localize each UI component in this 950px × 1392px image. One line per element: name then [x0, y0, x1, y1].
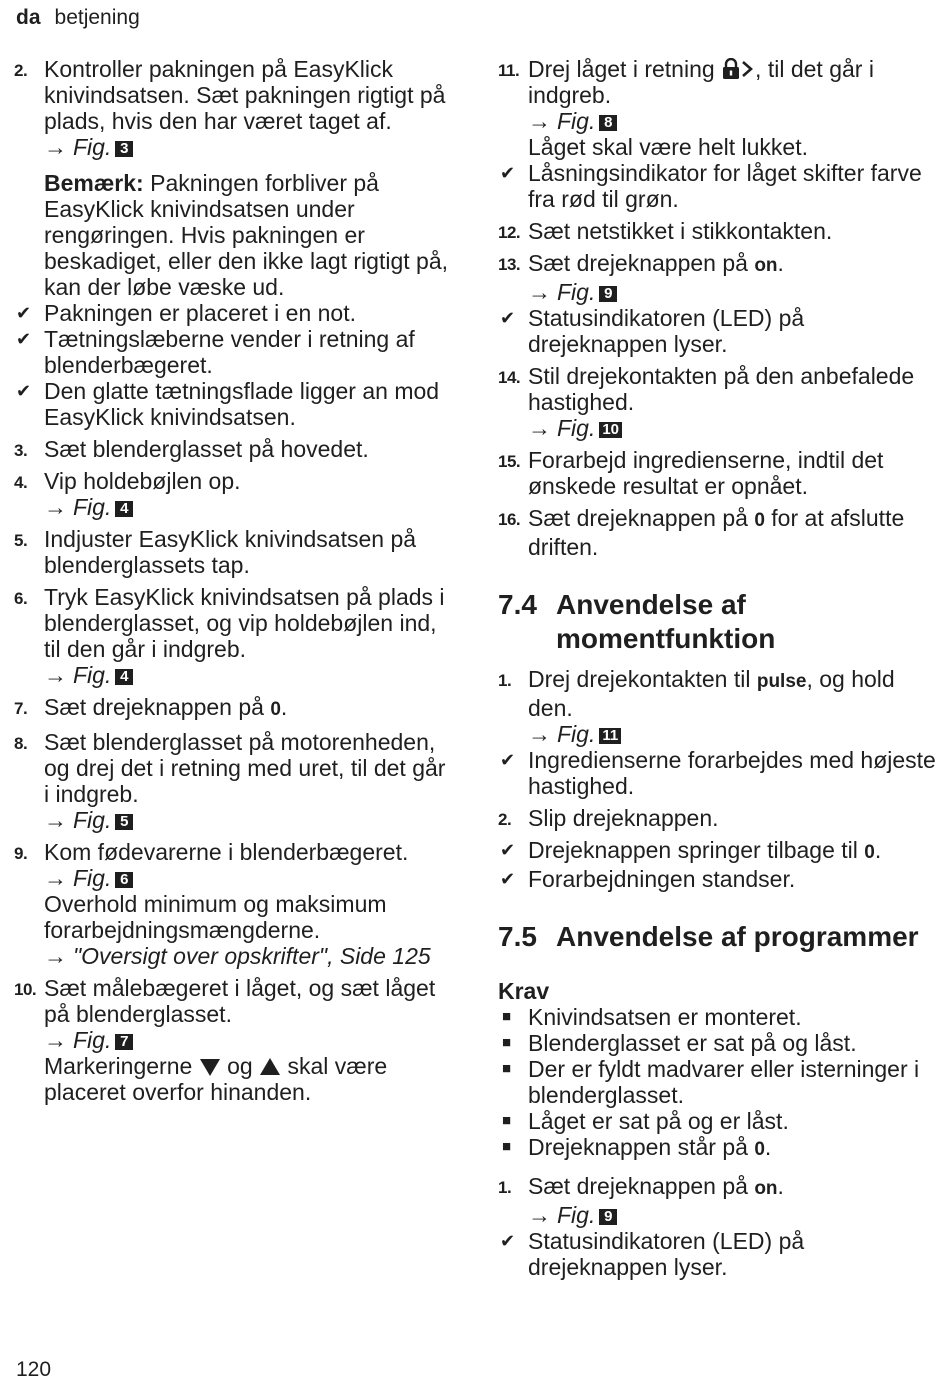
knob-setting: 0	[754, 510, 765, 531]
step-text: Stil drejekontakten på den anbefalede hastighed.	[528, 363, 915, 415]
moment-result-1: ✔ Ingredienserne forarbejdes med højeste hastighed.	[500, 747, 936, 799]
step-text: Kom fødevarerne i blenderbægeret.	[44, 839, 409, 865]
step-text: Sæt blenderglasset på motorenheden, og drej det i retning med uret, til det går i indgreb.	[44, 729, 446, 807]
check-icon: ✔	[500, 840, 516, 860]
page-header	[16, 6, 140, 30]
knob-setting: pulse	[756, 671, 807, 692]
bullet-icon: ■	[502, 1060, 512, 1077]
fig-number: 4	[115, 669, 133, 685]
marking-note: Markeringerne og skal være placeret overfor hinanden.	[44, 1053, 388, 1105]
section-heading-7-5	[498, 920, 938, 954]
fig-ref[interactable]: → Fig. 9	[528, 1202, 938, 1228]
step-note: Låget skal være helt lukket.	[528, 134, 808, 160]
requirement-item: ■ Der er fyldt madvarer eller isterninger i blenderglasset.	[502, 1056, 920, 1108]
step-number: 7.	[14, 699, 28, 718]
section-number: 7.5	[498, 921, 537, 952]
cross-reference-link[interactable]: → "Oversigt over opskrifter", Side 125	[44, 943, 431, 969]
knob-setting: 0	[270, 699, 281, 720]
note-label: Bemærk:	[44, 170, 144, 196]
fig-ref[interactable]: → Fig. 10	[528, 415, 938, 441]
fig-ref[interactable]: → Fig. 5	[44, 807, 454, 833]
check-icon: ✔	[500, 1231, 516, 1251]
moment-step-2	[498, 805, 938, 831]
check-icon: ✔	[500, 308, 516, 328]
step-3	[14, 436, 454, 462]
step-number: 14.	[498, 368, 521, 387]
step-text: Tryk EasyKlick knivindsatsen på plads i blenderglasset, og vip holdebøjlen ind, til den går i indgreb.	[44, 584, 445, 662]
triangle-up-icon	[259, 1057, 281, 1077]
check-icon: ✔	[16, 329, 32, 349]
step-16: 16. Sæt drejeknappen på 0 for at afslutte driften.	[498, 505, 905, 560]
step-number: 16.	[498, 510, 521, 529]
step-number: 5.	[14, 531, 28, 550]
fig-number: 10	[599, 422, 622, 438]
check-icon: ✔	[500, 869, 516, 889]
fig-number: 4	[115, 501, 133, 517]
bullet-icon: ■	[502, 1112, 512, 1129]
fig-ref[interactable]: → Fig. 4	[44, 494, 454, 520]
step-number: 4.	[14, 473, 28, 492]
step-14	[498, 363, 938, 441]
step-10	[14, 975, 454, 1105]
fig-number: 5	[115, 814, 133, 830]
result-3: ✔ Den glatte tætningsflade ligger an mod EasyKlick knivindsatsen.	[16, 378, 440, 430]
step-8	[14, 729, 454, 833]
step-6	[14, 584, 454, 688]
knob-setting: 0	[864, 842, 875, 863]
step-12	[498, 218, 938, 244]
requirement-item: ■ Knivindsatsen er monteret.	[502, 1004, 802, 1030]
step-number: 10.	[14, 980, 37, 999]
check-icon: ✔	[16, 303, 32, 323]
moment-step-1: 1. Drej drejekontakten til pulse, og hold den. → Fig. 11	[498, 666, 938, 747]
requirement-item: ■ Blenderglasset er sat på og låst.	[502, 1030, 857, 1056]
step-number: 11.	[498, 61, 520, 80]
result-11: ✔ Låsningsindikator for låget skifter farve fra rød til grøn.	[500, 160, 922, 212]
step-13: 13. Sæt drejeknappen på on. → Fig. 9	[498, 250, 938, 305]
fig-number: 7	[115, 1034, 133, 1050]
step-number: 1.	[498, 1178, 512, 1197]
moment-result-3: ✔ Forarbejdningen standser.	[500, 866, 796, 892]
step-4	[14, 468, 454, 520]
check-icon: ✔	[500, 750, 516, 770]
fig-ref[interactable]: → Fig. 4	[44, 662, 454, 688]
bullet-icon: ■	[502, 1008, 512, 1025]
step-text: Forarbejd ingredienserne, indtil det ønskede resultat er opnået.	[528, 447, 884, 499]
knob-setting: 0	[754, 1139, 765, 1160]
step-7: 7. Sæt drejeknappen på 0.	[14, 694, 288, 720]
section-title: Anvendelse af momentfunktion	[556, 589, 776, 654]
step-2	[14, 56, 454, 160]
check-icon: ✔	[500, 163, 516, 183]
program-result-1: ✔ Statusindikatoren (LED) på drejeknappen lyser.	[500, 1228, 805, 1280]
step-number: 12.	[498, 223, 521, 242]
bullet-icon: ■	[502, 1034, 512, 1051]
fig-number: 9	[599, 1209, 617, 1225]
section-title: Anvendelse af programmer	[556, 921, 919, 952]
step-number: 8.	[14, 734, 28, 753]
section-number: 7.4	[498, 589, 537, 620]
result-2: ✔ Tætningslæberne vender i retning af blenderbægeret.	[16, 326, 415, 378]
step-number: 6.	[14, 589, 28, 608]
left-column	[14, 56, 454, 1105]
step-text: Kontroller pakningen på EasyKlick knivindsatsen. Sæt pakningen rigtigt på plads, hvis den har været taget af.	[44, 56, 446, 134]
step-text: Indjuster EasyKlick knivindsatsen på blenderglassets tap.	[44, 526, 417, 578]
requirement-item: ■ Drejeknappen står på 0.	[502, 1134, 772, 1160]
fig-ref[interactable]: → Fig. 6	[44, 865, 454, 891]
step-number: 13.	[498, 255, 521, 274]
requirements-heading: Krav	[498, 978, 550, 1004]
knob-setting: on	[754, 1178, 778, 1199]
check-icon: ✔	[16, 381, 32, 401]
fig-number: 3	[115, 141, 133, 157]
fig-ref[interactable]: → Fig. 3	[44, 134, 454, 160]
moment-result-2: ✔ Drejeknappen springer tilbage til 0.	[500, 837, 882, 863]
triangle-down-icon	[199, 1057, 221, 1077]
step-number: 2.	[498, 810, 512, 829]
step-text: Slip drejeknappen.	[528, 805, 719, 831]
section-heading-7-4	[498, 588, 938, 656]
fig-number: 11	[599, 728, 621, 744]
requirement-item: ■ Låget er sat på og er låst.	[502, 1108, 789, 1134]
bullet-icon: ■	[502, 1138, 512, 1155]
fig-ref[interactable]: → Fig. 8	[528, 108, 938, 134]
page-number: 120	[16, 1358, 52, 1381]
language-code: da	[16, 6, 41, 29]
step-5	[14, 526, 454, 578]
step-11: 11. Drej låget i retning , til det går i indgreb. → Fig. 8 Låget skal være helt lukket.	[498, 56, 938, 160]
note-text: Pakningen forbliver på EasyKlick knivindsatsen under rengøringen. Hvis pakningen er beskadiget, eller den ikke lagt rigtigt på, kan der løbe væske ud.	[44, 170, 449, 300]
result-13: ✔ Statusindikatoren (LED) på drejeknappen lyser.	[500, 305, 805, 357]
step-text: Sæt blenderglasset på hovedet.	[44, 436, 369, 462]
program-step-1: 1. Sæt drejeknappen på on. → Fig. 9	[498, 1173, 938, 1228]
fig-ref[interactable]: → Fig. 11	[528, 721, 938, 747]
step-15	[498, 447, 938, 499]
fig-number: 6	[115, 872, 133, 888]
section-name: betjening	[54, 6, 140, 29]
step-number: 15.	[498, 452, 521, 471]
knob-setting: on	[754, 255, 778, 276]
note	[14, 170, 454, 300]
fig-number: 9	[599, 286, 617, 302]
fig-ref[interactable]: → Fig. 7	[44, 1027, 454, 1053]
lock-closed-icon	[721, 58, 755, 80]
step-number: 3.	[14, 441, 28, 460]
step-number: 2.	[14, 61, 28, 80]
step-9	[14, 839, 454, 969]
step-number: 1.	[498, 671, 512, 690]
step-text: Sæt netstikket i stikkontakten.	[528, 218, 833, 244]
step-note: Overhold minimum og maksimum forarbejdningsmængderne.	[44, 891, 387, 943]
step-number: 9.	[14, 844, 28, 863]
fig-ref[interactable]: → Fig. 9	[528, 279, 938, 305]
fig-number: 8	[599, 115, 617, 131]
step-text: Vip holdebøjlen op.	[44, 468, 241, 494]
result-1: ✔ Pakningen er placeret i en not.	[16, 300, 356, 326]
right-column	[498, 56, 938, 1280]
step-text: Sæt målebægeret i låget, og sæt låget på blenderglasset.	[44, 975, 436, 1027]
